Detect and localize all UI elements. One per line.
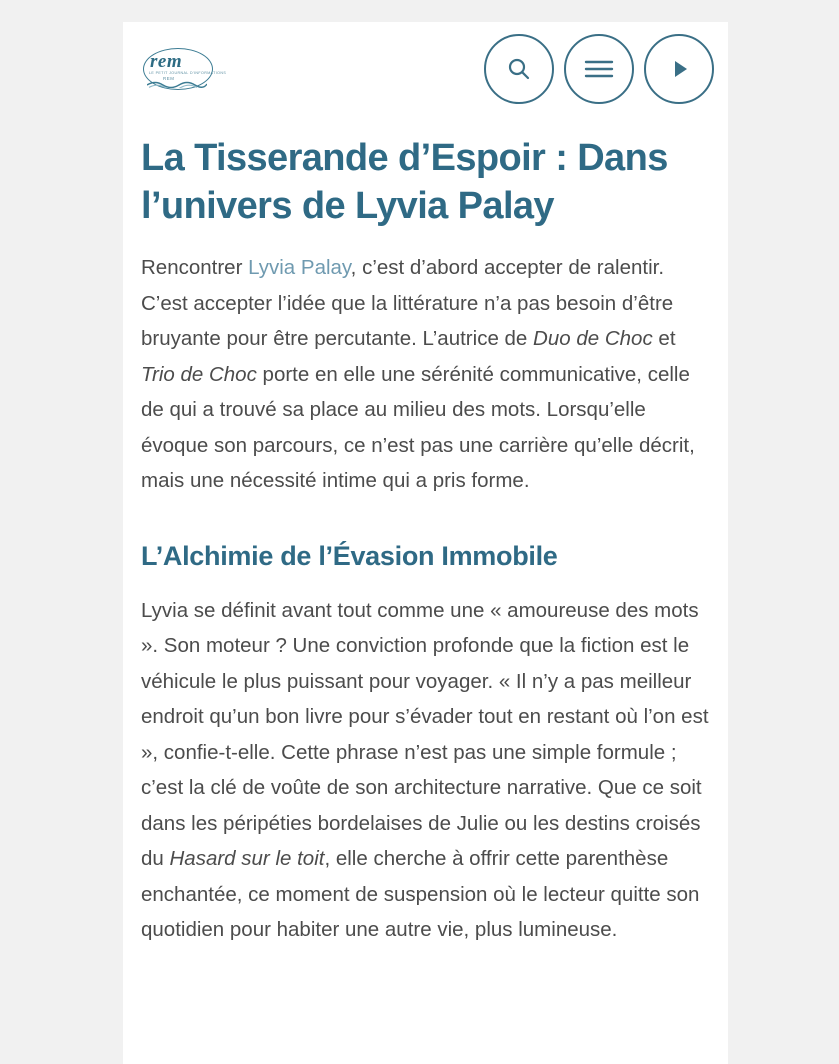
lyvia-palay-link[interactable]: Lyvia Palay — [248, 256, 351, 279]
book-title-trio-de-choc: Trio de Choc — [141, 362, 257, 386]
article-paragraph-2 — [141, 593, 710, 948]
article-paragraph-1 — [141, 250, 710, 499]
paragraph-2-text-part1: Lyvia se définit avant tout comme une « amoureuse des mots ». Son moteur ? Une conviction profonde que la fiction est le véhicule le plus puissant pour voyager. « Il n’y a pas meilleur endroit qu’un bon livre pour s’évader tout en restant où l’on est », confie-t-elle. Cette phrase n’est pas une simple formule ; c’est la clé de voûte de son architecture narrative. Que ce soit dans les péripéties bordelaises de Julie ou les destins croisés du — [141, 598, 709, 870]
logo-tagline-secondary: REM — [163, 76, 175, 81]
header-actions — [484, 34, 714, 104]
search-button[interactable] — [484, 34, 554, 104]
logo-wordmark: rem — [150, 51, 183, 72]
section-heading-alchimie: L’Alchimie de l’Évasion Immobile — [141, 540, 558, 571]
menu-button[interactable] — [564, 34, 634, 104]
article-sheet — [123, 22, 728, 1064]
book-title-hasard-sur-le-toit: Hasard sur le toit — [169, 847, 325, 870]
book-title-duo-de-choc: Duo de Choc — [533, 327, 653, 350]
play-icon — [667, 57, 691, 81]
paragraph-2-text-part2: , elle cherche à offrir cette parenthèse enchantée, ce moment de suspension où le lecteur quitte son quotidien pour habiter une autre vie, plus lumineuse. — [141, 847, 700, 941]
search-icon — [506, 56, 532, 82]
site-header — [123, 22, 728, 110]
play-button[interactable] — [644, 34, 714, 104]
paragraph-1-conjunction: et — [652, 327, 676, 350]
page-title: La Tisserande d’Espoir : Dans l’univers de Lyvia Palay — [141, 137, 668, 227]
paragraph-1-text-before-link: Rencontrer — [141, 256, 249, 279]
hamburger-menu-icon — [584, 59, 614, 79]
logo-mark — [141, 40, 227, 92]
article-body — [123, 134, 728, 948]
logo-tagline: LE PETIT JOURNAL D'INFORMATIONS — [149, 71, 227, 75]
site-logo[interactable] — [141, 40, 227, 92]
paragraph-1-text-tail: porte en elle une sérénité communicative, celle de qui a trouvé sa place au milieu des mots. Lorsqu’elle évoque son parcours, ce n’est pas une carrière qu’elle décrit, mais une nécessité intime qui a pris forme. — [141, 362, 695, 492]
logo-wave-icon — [147, 80, 207, 88]
paragraph-1-text-after-link: , c’est d’abord accepter de ralentir. C’est accepter l’idée que la littérature n’a pas besoin d’être bruyante pour être percutante. L’autrice de — [141, 256, 674, 350]
